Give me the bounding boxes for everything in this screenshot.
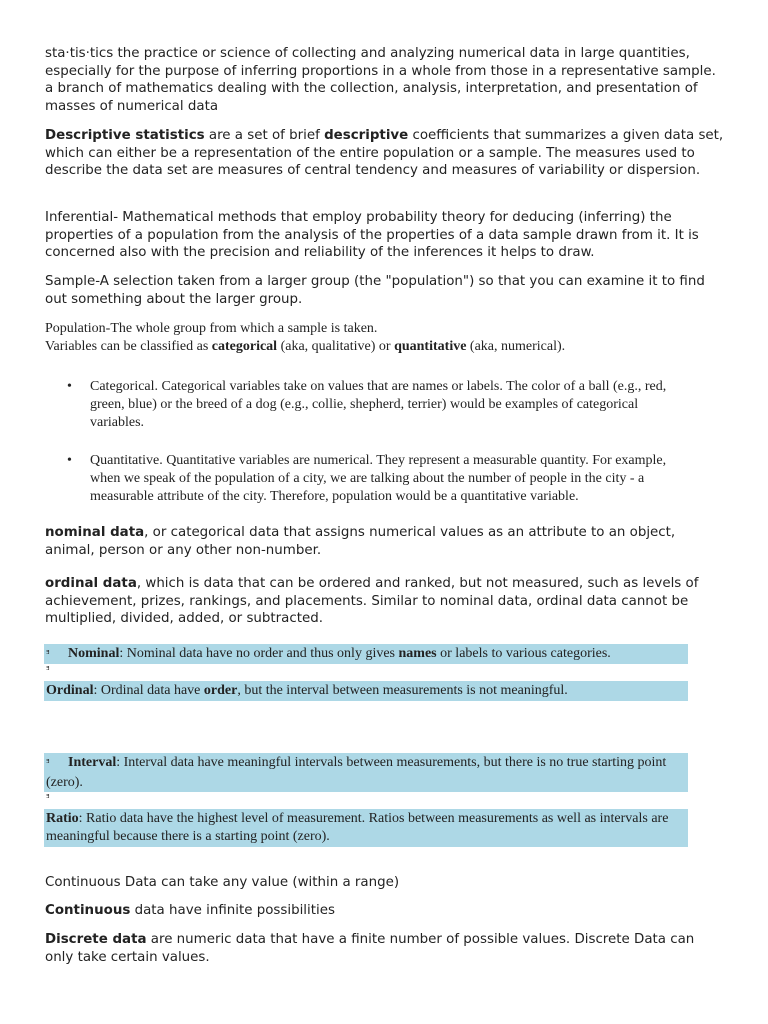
nominal-data-paragraph: nominal data, or categorical data that assigns numerical values as an attribute to an object, animal, person or any other non-number. [45,525,676,558]
ordinal-data-term: ordinal data [45,576,137,591]
continuous-range-paragraph: Continuous Data can take any value (within a range) [45,875,400,890]
variables-classification: Variables can be classified as categorical (aka, qualitative) or quantitative (aka, numerical). [45,338,566,354]
bullet-icon: • [67,379,72,394]
ratio-level-highlight: Ratio: Ratio data have the highest level of measurement. Ratios between measurements as well as intervals are meaningful because there is a starting point (zero). [44,809,688,847]
statistics-term: sta·tis·tics [45,46,114,61]
list-marker-icon: ᴲ [46,650,50,660]
interval-level-highlight: ᴲ Interval: Interval data have meaningful intervals between measurements, but there is no true starting point (zero). [44,753,688,792]
population-definition: Population-The whole group from which a sample is taken. [45,321,378,336]
continuous-term: Continuous [45,903,131,918]
discrete-data-paragraph: Discrete data are numeric data that have a finite number of possible values. Discrete Data can only take certain values. [45,932,695,965]
ordinal-data-paragraph: ordinal data, which is data that can be ordered and ranked, but not measured, such as levels of achievement, prizes, rankings, and placements. Similar to nominal data, ordinal data cannot be multiplied, divided, added, or subtracted. [45,576,699,627]
nominal-level-highlight: ᴲ Nominal: Nominal data have no order and thus only gives names or labels to various categories. [44,644,688,664]
ordinal-level-highlight: Ordinal: Ordinal data have order, but the interval between measurements is not meaningful. [44,681,688,701]
continuous-paragraph: Continuous data have infinite possibilities [45,903,335,918]
inferential-paragraph: Inferential- Mathematical methods that employ probability theory for deducing (inferring) the properties of a population from the analysis of the properties of a data sample drawn from it. It is concerned also with the precision and reliability of the inferences it helps to draw. [45,210,699,261]
sample-paragraph: Sample-A selection taken from a larger group (the "population") so that you can examine it to find out something about the larger group. [45,274,705,307]
list-marker-icon: ᴲ [46,666,50,676]
discrete-data-term: Discrete data [45,932,147,947]
descriptive-statistics-term: Descriptive statistics [45,128,205,143]
nominal-data-term: nominal data [45,525,145,540]
list-item: • Categorical. Categorical variables take on values that are names or labels. The color of a ball (e.g., red, green, blue) or the breed of a dog (e.g., collie, shepherd, terrier) would be examples of categorical variables. [67,379,667,430]
list-marker-icon: ᴲ [46,794,50,804]
population-variables-paragraph [45,320,725,356]
list-marker-icon: ᴲ [46,759,50,769]
list-item: • Quantitative. Quantitative variables are numerical. They represent a measurable quantity. For example, when we speak of the population of a city, we are talking about the number of people in the city - a measurable attribute of the city. Therefore, population would be a quantitative variable. [67,453,667,504]
descriptive-statistics-paragraph: Descriptive statistics are a set of brief descriptive coefficients that summarizes a given data set, which can either be a representation of the entire population or a sample. The measures used to describe the data set are measures of central tendency and measures of variability or dispersion. [45,128,724,179]
statistics-definition: sta·tis·tics the practice or science of collecting and analyzing numerical data in large quantities, especially for the purpose of inferring proportions in a whole from those in a representative sample. a branch of mathematics dealing with the collection, analysis, interpretation, and presentation of masses of numerical data [45,46,716,114]
variable-types-list [45,378,685,506]
bullet-icon: • [67,453,72,469]
